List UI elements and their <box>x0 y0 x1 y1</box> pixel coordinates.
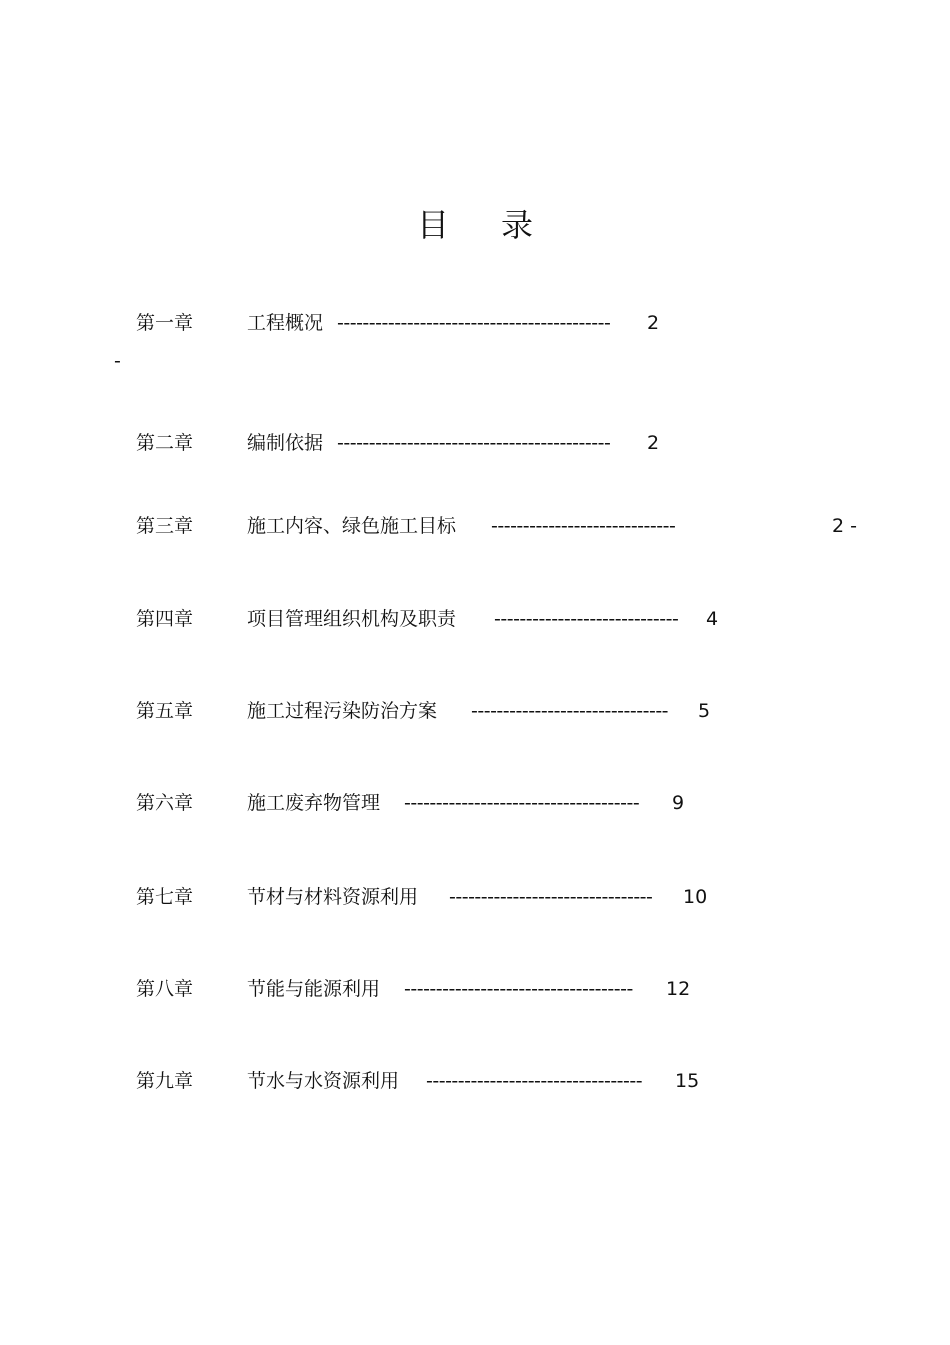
page-number: 10 <box>683 886 708 908</box>
chapter-title: 施工过程污染防治方案 <box>247 700 438 722</box>
page-number: 5 <box>698 700 711 722</box>
leader-dashes: -------------------------------- <box>449 886 653 908</box>
title-char-1: 目 <box>416 206 449 244</box>
chapter-number: 第八章 <box>136 978 194 1000</box>
chapter-title: 工程概况 <box>247 312 324 334</box>
chapter-number: 第二章 <box>136 432 194 454</box>
leader-dashes: ---------------------------------- <box>426 1070 643 1092</box>
leader-dashes: ------------------------------------------- <box>337 432 611 454</box>
chapter-title: 节材与材料资源利用 <box>247 886 419 908</box>
page-number: 15 <box>675 1070 700 1092</box>
leader-dashes: ------------------------------------------- <box>337 312 611 334</box>
page-number: 2 - <box>832 515 857 537</box>
chapter-title: 项目管理组织机构及职责 <box>247 608 457 630</box>
chapter-number: 第七章 <box>136 886 194 908</box>
wrapped-dash: - <box>114 350 121 372</box>
chapter-title: 施工内容、绿色施工目标 <box>247 515 457 537</box>
page-number: 9 <box>672 792 685 814</box>
chapter-title: 节能与能源利用 <box>247 978 381 1000</box>
page-title <box>0 205 950 245</box>
chapter-title: 编制依据 <box>247 432 324 454</box>
page-number: 2 <box>647 312 660 334</box>
chapter-number: 第六章 <box>136 792 194 814</box>
chapter-number: 第九章 <box>136 1070 194 1092</box>
page-number: 2 <box>647 432 660 454</box>
title-char-2: 录 <box>501 206 534 244</box>
leader-dashes: ----------------------------- <box>494 608 679 630</box>
leader-dashes: ----------------------------- <box>491 515 676 537</box>
leader-dashes: ------------------------------- <box>471 700 669 722</box>
page-number: 12 <box>666 978 691 1000</box>
chapter-number: 第五章 <box>136 700 194 722</box>
chapter-title: 节水与水资源利用 <box>247 1070 400 1092</box>
leader-dashes: ------------------------------------- <box>404 792 640 814</box>
chapter-number: 第三章 <box>136 515 194 537</box>
leader-dashes: ------------------------------------ <box>404 978 633 1000</box>
chapter-title: 施工废弃物管理 <box>247 792 381 814</box>
page-number: 4 <box>706 608 719 630</box>
chapter-number: 第一章 <box>136 312 194 334</box>
chapter-number: 第四章 <box>136 608 194 630</box>
